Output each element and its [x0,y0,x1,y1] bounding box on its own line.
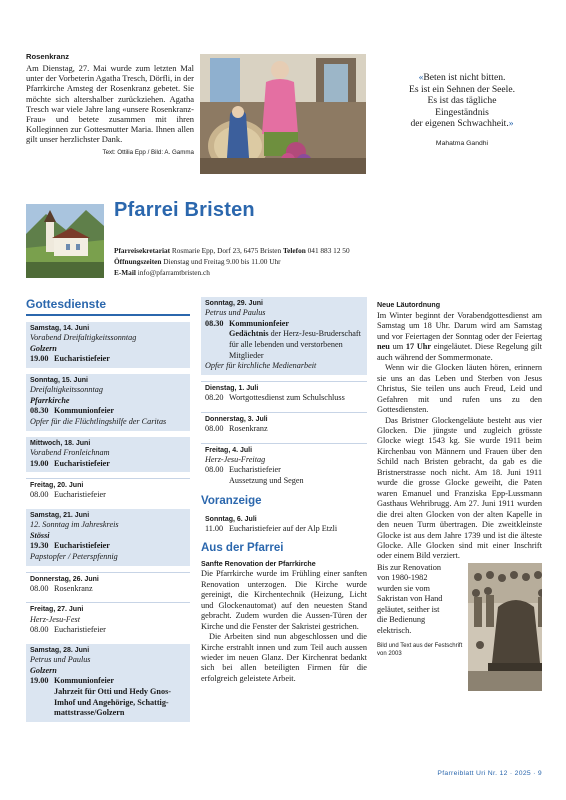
service-location: Stössi [30,530,50,540]
service-time-row [30,354,186,365]
service-time: 08.20 [205,393,224,403]
service-occasion: Herz-Jesu-Fest [30,614,81,624]
service-date: Donnerstag, 3. Juli [205,415,268,423]
renovation-paragraph-1: Die Pfarrkirche wurde im Frühling einer sanften Renovation unterzogen. Die Kirche wurde gereinigt, die Kirchentechnik (Heizung, Licht und Glockenautomat) auf den neuesten Stand gebracht. Zudem wurden die Aussen-Türen der Kirche und die Fenster der Sakristei gestrichen. [201,569,367,631]
service-occasion: Vorabend Fronleichnam [30,447,110,457]
service-entry [26,437,190,472]
service-detail-row [30,687,186,719]
service-location: Golzern [30,665,57,675]
quote-line-5: der eigenen Schwachheit.» [410,118,514,129]
service-time: 08.00 [205,465,224,475]
service-entry [201,297,367,375]
service-time-row [205,319,363,330]
service-type: Eucharistiefeier [54,354,110,364]
service-time: 19.00 [30,458,49,468]
service-occasion: 12. Sonntag im Jahreskreis [30,520,119,530]
quote-close-mark: » [508,118,514,129]
service-time-row [30,459,186,470]
service-date: Sonntag, 29. Juni [205,300,263,307]
service-type: Wortgottesdienst zum Schulschluss [229,393,345,403]
service-time-row [30,584,186,595]
service-time-row [30,490,186,501]
hours-value: Dienstag und Freitag 9.00 bis 11.00 Uhr [163,256,281,266]
service-entry [201,412,367,437]
parish-title: Pfarrei Bristen [114,199,255,221]
service-entry [201,381,367,406]
service-time: 08.00 [205,423,224,433]
service-detail-row [205,476,363,487]
voranzeige-date: Sonntag, 6. Juli [205,515,257,523]
laeutordnung-heading: Neue Läutordnung [377,301,441,309]
service-occasion: Vorabend Dreifaltigkeitssonntag [30,333,137,343]
phone-label: Telefon [282,246,306,255]
service-time: 19.00 [30,354,49,364]
service-detail: der Herz-Jesu-Bruderschaft für alle lebenden und verstorbenen Mitglieder [229,329,361,360]
service-type: Eucharistiefeier [54,490,106,500]
quote-open-mark: « [418,72,424,83]
service-date: Samstag, 28. Juni [30,646,90,654]
bell-photo [468,563,542,691]
contact-email-row [114,268,350,279]
service-date: Freitag, 27. Juni [30,606,84,614]
service-offering: Opfer für die Flüchtlingshilfe der Caritas [30,417,167,427]
service-detail: Jahrzeit für Otti und Hedy Gnos-Imhof und Angehörige, Schattig-mattstrasse/Golzern [54,686,171,718]
service-type: Rosenkranz [54,583,93,593]
service-date: Dienstag, 1. Juli [205,385,259,393]
quote-author: Mahatma Gandhi [435,139,489,147]
laeutordnung-text [377,311,542,562]
service-type: Kommunionfeier [229,318,290,328]
service-entry [26,602,190,637]
service-date: Samstag, 21. Juni [30,511,90,519]
service-time: 19.00 [30,676,49,686]
service-time-row [205,424,363,435]
service-type: Eucharistiefeier [54,458,110,468]
service-type: Eucharistiefeier [229,465,281,475]
rosenkranz-credit: Text: Ottilia Epp / Bild: A. Gamma [102,148,194,156]
service-time: 08.00 [30,625,49,635]
secretariat-label: Pfarreisekretariat [114,246,171,255]
services-column-1 [26,297,190,728]
rosenkranz-heading: Rosenkranz [26,52,70,61]
service-time: 08.00 [30,583,49,593]
service-detail: Aussetzung und Segen [229,475,304,485]
service-time-row [205,465,363,476]
quote-line-4: Eingeständnis [435,106,489,118]
rosenkranz-body: Am Dienstag, 27. Mai wurde zum letzten Mal unter der Vorbeterin Agatha Tresch, Dörfli, in der Pfarrkirche Amsteg der Rosenkranz gebetet. Sie möchte sich altershalber zurückziehen. Agatha Tresch war viele Jahre lang «unsere Rosenkranz-Frau» und betete zusammen mit ihren Kolleginnen zur Gottesmutter Maria. Ihnen allen gilt unser herzlichster Dank. [26,63,194,145]
rosenkranz-article [26,52,194,156]
quote-line-2: Es ist ein Sehnen der Seele. [408,83,516,95]
service-type: Kommunionfeier [54,406,115,416]
rosenkranz-photo [200,54,366,174]
voranzeige-time: 11.00 [205,523,224,533]
service-entry [26,509,190,566]
service-occasion: Petrus und Paulus [30,654,91,664]
service-date: Samstag, 14. Juni [30,325,90,332]
service-type: Eucharistiefeier [54,625,106,635]
service-date: Sonntag, 15. Juni [30,377,88,385]
historic-bell-image [468,563,542,691]
service-detail-row [205,329,363,361]
email-label: E-Mail [114,267,136,277]
laeutordnung-split [377,563,542,691]
hours-label: Öffnungszeiten [114,256,162,266]
laeutordnung-paragraph-1: Im Winter beginnt der Vorabendgottesdienst am Samstag um 18 Uhr. Darum wird am Samstag und vor Feiertagen der Sonntag oder der Feiertag neu um 17 Uhr eingeläutet. Diese Regelung gilt auch während der Sommermonate. [377,311,542,362]
service-location: Pfarrkirche [30,395,70,405]
service-time-row [205,393,363,404]
service-offering: Opfer für kirchliche Medienarbeit [205,361,317,371]
email-value[interactable]: info@pfarramtbristen.ch [137,267,210,277]
service-time-row [30,406,186,417]
renovation-text [201,569,367,684]
service-date: Freitag, 4. Juli [205,446,253,454]
service-time-row [30,676,186,687]
secretariat-value: Rosmarie Epp, Dorf 23, 6475 Bristen [171,246,282,255]
quote-block [382,72,542,147]
services-column-2 [201,297,367,684]
laeutordnung-paragraph-3: Das Bristner Glockengeläute besteht aus vier Glocken. Die jüngste und zugleich grösste Glocke wiegt 1543 kg. Sie wurde 1911 beim Kirchenbau von Männern und Frauen über den Schild nach Bristen gebracht, da gab es die Bristnerstrasse noch nicht. Am 18. Juni 1911 wurde die grosse Glocke geweiht, die Paten waren Emanuel und Franziska Epp-Lussmann Gasthaus Wehribrugg. Am 27. Juni 1911 wurden die drei alten Glocken von der alten Kapelle in den neuen Turm übertragen. Die zweitkleinste Glocke ist aus dem Jahre 1739 und ist die älteste Glocke. Alle Glocken sind mit einer Inschrift oder einem Bild verziert. [377,415,542,561]
service-entry [26,374,190,431]
service-occasion: Petrus und Paulus [205,308,266,318]
voranzeige-time-row [205,524,363,535]
service-occasion: Dreifaltigkeitssonntag [30,385,103,395]
church-interior-image [200,54,366,174]
contact-hours-row [114,257,350,268]
service-date: Freitag, 20. Juni [30,482,84,490]
service-entry [26,478,190,503]
quote-line-1: «Beten ist nicht bitten. [418,72,506,83]
service-time: 08.30 [205,318,224,328]
contact-secretariat-row [114,246,350,257]
service-occasion: Herz-Jesu-Freitag [205,454,266,464]
service-time: 08.30 [30,406,49,416]
laeutordnung-column [377,301,542,691]
service-time: 08.00 [30,490,49,500]
parish-church-photo [26,204,104,278]
renovation-subheading: Sanfte Renovation der Pfarrkirche [201,560,316,569]
service-entry [26,572,190,597]
service-type: Rosenkranz [229,423,268,433]
church-exterior-image [26,204,104,278]
service-date: Mittwoch, 18. Juni [30,439,91,447]
bell-photo-credit: Bild und Text aus der Festschrift von 2003 [377,643,463,658]
aus-der-pfarrei-heading: Aus der Pfarrei [201,542,284,555]
service-offering: Papstopfer / Peterspfennig [30,552,118,561]
service-entry [201,443,367,489]
phone-value: 041 883 12 50 [307,246,350,255]
voranzeige-desc: Eucharistiefeier auf der Alp Etzli [229,523,338,533]
service-time-row [30,625,186,636]
laeutordnung-paragraph-4: Bis zur Renovation von 1980-1982 wurden sie vom Sakristan von Hand geläutet, seither ist die Bedienung elektrisch. [377,562,443,635]
quote-line-3: Es ist das tägliche [427,95,497,106]
service-time-row [30,541,186,552]
renovation-paragraph-2: Die Arbeiten sind nun abgeschlossen und die Kirche erstrahlt innen und zum Teil auch aussen wieder im neuen Glanz. Der Kirchenrat bedankt sich bei allen beteiligten Firmen für die erfolgreich geleistete Arbeit. [201,632,367,683]
service-location: Golzern [30,343,57,353]
page-footer: Pfarreiblatt Uri Nr. 12 · 2025 · 9 [437,770,542,777]
parish-contact [114,246,350,279]
voranzeige-heading: Voranzeige [201,494,262,507]
laeutordnung-paragraph-2: Wenn wir die Glocken läuten hören, erinnern sie uns an das Leben und Sterben von Jesus Christus, Sie teilen uns auch Freud, Leid und Gefahren mit und rufen uns zu den Gottesdiensten. [377,363,542,415]
voranzeige-entry [201,513,367,537]
service-entry [26,644,190,722]
gottesdienste-heading: Gottesdienste [26,297,190,316]
service-time: 19.30 [30,541,49,551]
service-type: Kommunionfeier [54,676,115,686]
service-entry [26,322,190,368]
service-date: Donnerstag, 26. Juni [30,575,99,583]
service-type: Eucharistiefeier [54,541,110,551]
service-detail-bold: Gedächtnis [229,329,269,339]
